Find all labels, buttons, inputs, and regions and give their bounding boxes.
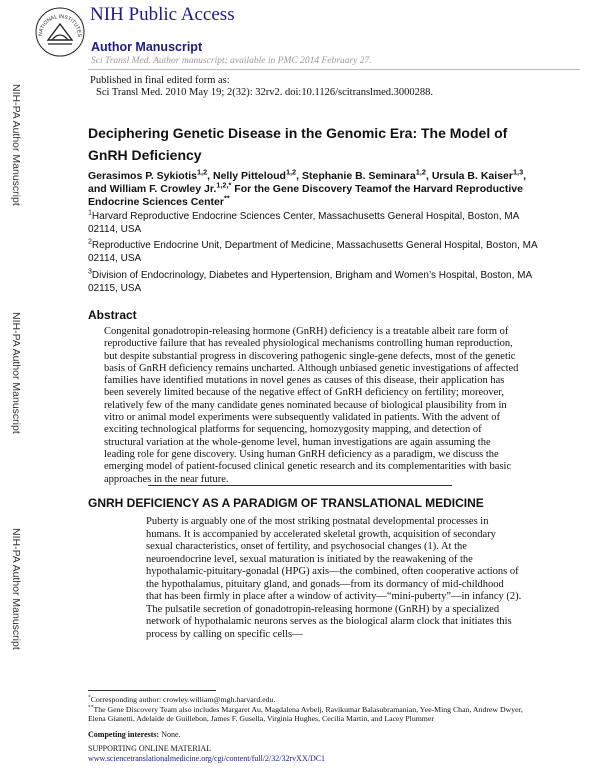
section-divider xyxy=(148,485,452,486)
footnote-corresponding: *Corresponding author: crowley.william@mgh.harvard.edu. xyxy=(88,694,276,704)
abstract-heading: Abstract xyxy=(88,308,137,322)
nih-public-access-title: NIH Public Access xyxy=(90,4,235,25)
author-manuscript-label: Author Manuscript xyxy=(91,40,203,54)
footnote-team: **The Gene Discovery Team also includes Margaret Au, Magdalena Avbelj, Ravikumar Balasubramanian, Yee-Ming Chan, Andrew Dwyer, Elena Gianetti, Adelaide de Guillebon, James F. Gusella, Virginia Hughes, Cecilia Martin, and Lacey Plummer xyxy=(88,704,523,724)
footnote-divider xyxy=(88,690,216,691)
competing-interests: Competing interests: None. xyxy=(88,730,181,739)
journal-availability-line: Sci Transl Med. Author manuscript; available in PMC 2014 February 27. xyxy=(91,56,372,66)
svg-text:NATIONAL INSTITUTES OF HEALTH: NATIONAL INSTITUTES xyxy=(37,13,83,38)
side-label-top: NIH-PA Author Manuscript xyxy=(10,84,22,206)
side-label-bottom: NIH-PA Author Manuscript xyxy=(10,528,22,650)
supporting-material-link[interactable]: www.sciencetranslationalmedicine.org/cgi/content/full/2/32/32rvXX/DC1 xyxy=(88,754,326,763)
section-heading: GNRH DEFICIENCY AS A PARADIGM OF TRANSLATIONAL MEDICINE xyxy=(88,496,484,510)
affiliation-3: $^3$Division of Endocrinology, Diabetes and Hypertension, Brigham and Women’s Hospital, Boston, MA 02115, USA xyxy=(88,268,532,294)
published-form-label: Published in final edited form as: xyxy=(90,75,230,86)
supporting-material-label: SUPPORTING ONLINE MATERIAL xyxy=(88,744,212,753)
citation-line: Sci Transl Med. 2010 May 19; 2(32): 32rv2. doi:10.1126/scitranslmed.3000288. xyxy=(96,87,434,98)
side-label-middle: NIH-PA Author Manuscript xyxy=(10,312,22,434)
affiliation-1: $^1$Harvard Reproductive Endocrine Sciences Center, Massachusetts General Hospital, Boston, MA 02114, USA xyxy=(88,209,519,235)
header-divider xyxy=(88,69,580,70)
nih-seal-logo xyxy=(34,6,86,58)
article-title: Deciphering Genetic Disease in the Genomic Era: The Model of GnRH Deficiency xyxy=(88,125,508,163)
author-list: Gerasimos P. Sykiotis$^{1,2}$, Nelly Pitteloud$^{1,2}$, Stephanie B. Seminara$^{1,2}$, Ursula B. Kaiser$^{1,3}$, and William F. Crowley Jr.$^{1,2,*}$ For the Gene Discovery Teamof the Harvard Reproductive Endocrine Sciences Center** xyxy=(88,167,527,208)
abstract-text: Congenital gonadotropin-releasing hormone (GnRH) deficiency is a treatable albeit rare form of reproductive failure that has revealed physiological mechanisms controlling human reproduction, but despite substantial progress in discovering pathogenic single-gene defects, most of the genetic basis of GnRH deficiency remains uncharted. Although unbiased genetic investigations of affected families have identified mutations in novel genes as causes of this disease, their application has been severely limited because of the negative effect of GnRH deficiency on fertility; moreover, relatively few of the many candidate genes nominated because of biological plausibility from in vitro or animal model experiments were subsequently validated in patients. With the advent of exciting technological platforms for sequencing, homozygosity mapping, and detection of structural variation at the whole-genome level, human investigations are again assuming the leading role for gene discovery. Using human GnRH deficiency as a paradigm, we discuss the emerging model of patient-focused clinical genetic research and its complementarities with basic approaches in the near future. xyxy=(104,326,519,485)
section-body-text: Puberty is arguably one of the most striking postnatal developmental processes in humans. It is accompanied by accelerated skeletal growth, acquisition of secondary sexual characteristics, onset of fertility, and psychosocial changes (1). At the neuroendocrine level, sexual maturation is initiated by the reawakening of the hypothalamic-pituitary-gonadal (HPG) axis—the combined, often cooperative actions of the hypothalamus, pituitary gland, and gonads—from its dormancy of mid-childhood that has been firmly in place after a window of activity—“mini-puberty”—in infancy (2). The pulsatile secretion of gonadotropin-releasing hormone (GnRH) by a specialized network of hypothalamic neurons serves as the biological alarm clock that initiates this process by calling on specific cells— xyxy=(146,516,522,640)
affiliation-2: $^2$Reproductive Endocrine Unit, Department of Medicine, Massachusetts General Hospital, Boston, MA 02114, USA xyxy=(88,238,538,264)
